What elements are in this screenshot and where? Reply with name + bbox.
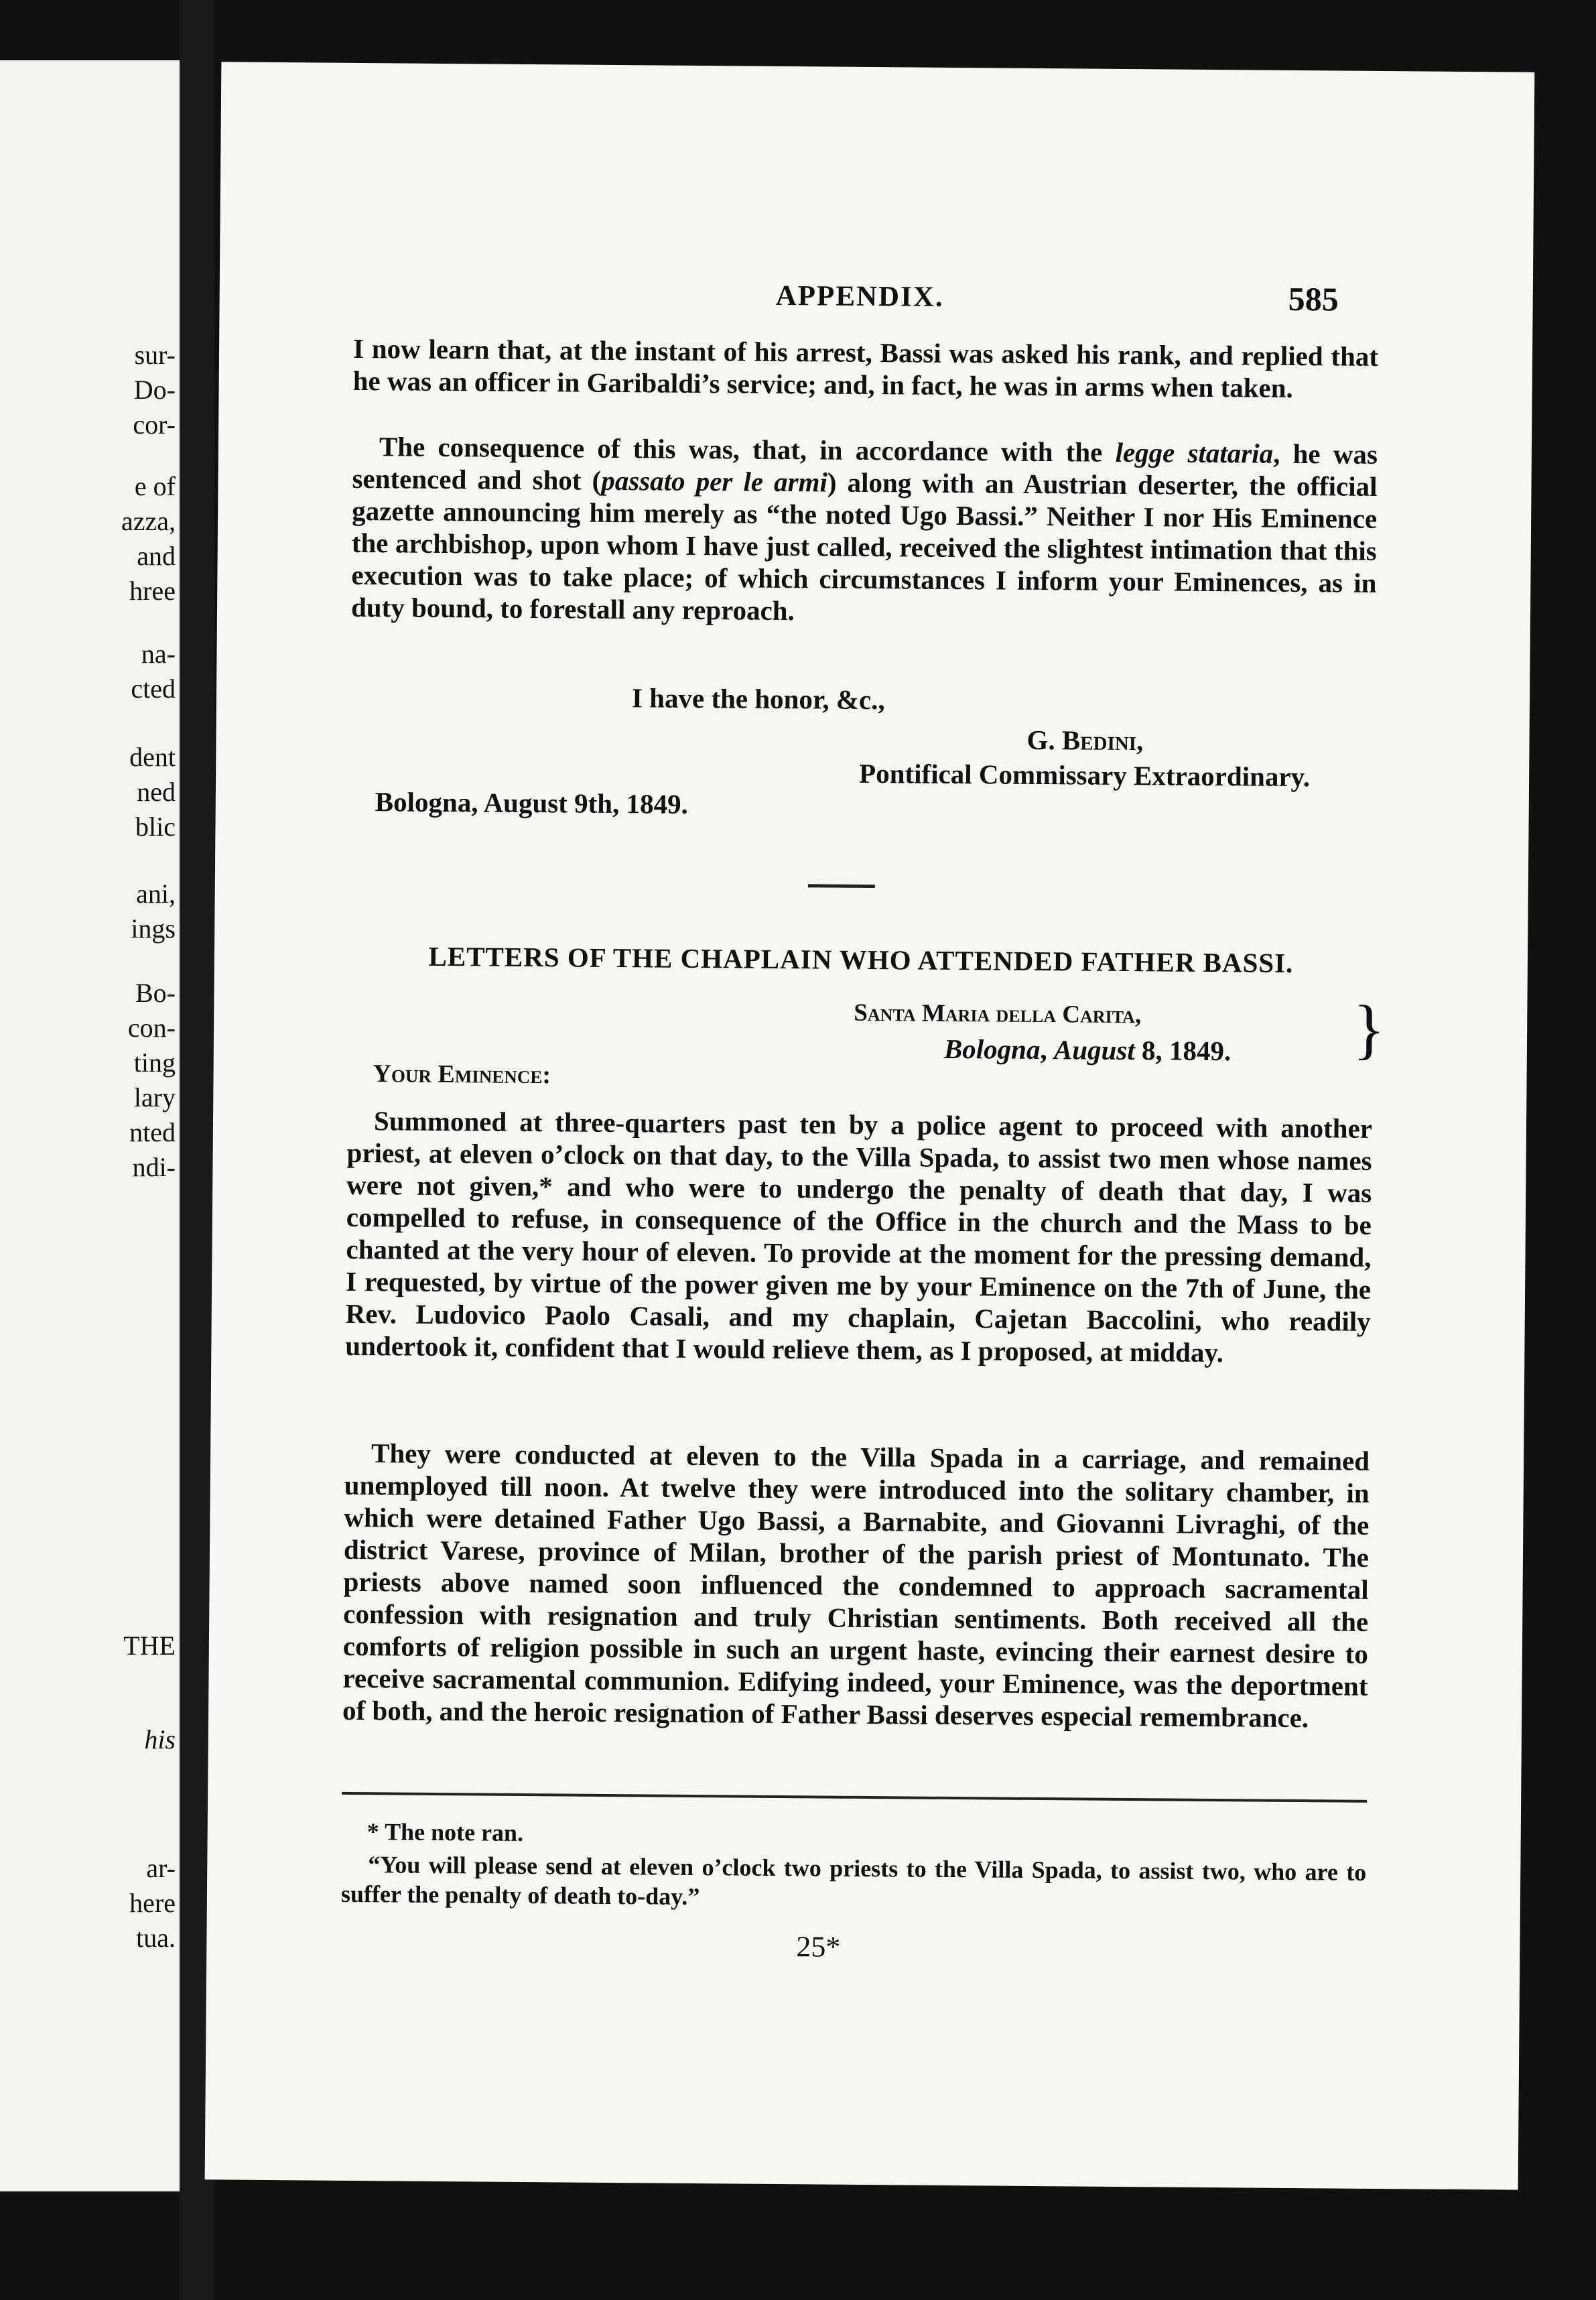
page-number: 585	[1288, 279, 1339, 318]
p2-text-e: ) along with an Austrian deserter, the official gazette announcing him merely as “the noted Ugo Bassi.” Neither I nor His Eminence the archbishop, upon whom I have just called, received the slightest intimation that this execution was to take place; of which circumstances I inform your Eminences, as in duty bound, to forestall any reproach.	[350, 466, 1378, 627]
dateline-month: August	[1053, 1034, 1135, 1066]
left-page-fragment: ani,	[136, 879, 176, 909]
dateline-day-year: 8, 1849.	[1134, 1035, 1232, 1067]
book-page	[205, 62, 1535, 2189]
left-page-fragment: ting	[133, 1047, 176, 1078]
left-page-fragment: hree	[129, 576, 176, 606]
left-page-fragment: nted	[129, 1117, 176, 1147]
paragraph-consequence	[351, 430, 1378, 631]
dateline-city: Bologna	[943, 1033, 1041, 1065]
signature-title: Pontifical Commissary Extraordinary.	[858, 757, 1311, 793]
running-head: APPENDIX.	[775, 279, 944, 313]
left-page-fragment: ned	[137, 777, 176, 807]
section-divider	[808, 884, 875, 888]
left-page-fragment: Bo-	[135, 978, 176, 1008]
left-page-fragment: Do-	[133, 375, 176, 405]
p2-text-a: The consequence of this was, that, in accordance with the	[379, 431, 1116, 468]
paragraph-conducted: They were conducted at eleven to the Villa Spada in a carriage, and remained unemployed till noon. At twelve they were introduced into the solitary chamber, in which were detained Father Ugo Bassi, a Barnabite, and Giovanni Livraghi, of the district Varese, province of Milan, brother of the parish priest of Montunato. The priests above named soon influenced the condemned to approach sacramental confession with resignation and truly Christian sentiments. Both received all the comforts of religion possible in such an urgent haste, evincing their earnest desire to receive sacramental communion. Edifying indeed, your Eminence, was the deportment of both, and the heroic resignation of Father Bassi deserves especial remembrance.	[342, 1438, 1370, 1734]
footnote-text: “You will please send at eleven o’clock two priests to the Villa Spada, to assist two, who are to suffer the penalty of death to-day.”	[340, 1851, 1367, 1911]
left-page-fragment: cor-	[133, 409, 176, 440]
left-page-fragment: THE	[123, 1631, 176, 1661]
left-page-fragment: ar-	[146, 1853, 176, 1883]
page-header	[775, 279, 1338, 324]
footnote-marker: * The note ran.	[367, 1818, 524, 1846]
left-page-fragment: and	[137, 541, 176, 571]
signature-name: G. Bedini,	[1026, 724, 1144, 757]
left-page-fragment: e of	[134, 471, 176, 501]
left-page-fragment: ings	[131, 913, 176, 944]
paragraph-arrest: I now learn that, at the instant of his arrest, Bassi was asked his rank, and replied that he was an officer in Garibaldi’s service; and, in fact, he was in arms when taken.	[352, 332, 1379, 403]
left-page-fragment: cted	[131, 674, 176, 704]
dateline-brace: }	[1352, 991, 1386, 1067]
dateline-date	[944, 1033, 1232, 1067]
left-page-fragment: ndi-	[132, 1152, 176, 1182]
left-page-fragment: blic	[135, 812, 176, 842]
left-page-fragment: his	[144, 1724, 176, 1754]
place-date: Bologna, August 9th, 1849.	[375, 786, 689, 820]
left-page-fragment: here	[129, 1888, 176, 1918]
left-page-fragment: na-	[141, 639, 176, 669]
section-title: LETTERS OF THE CHAPLAIN WHO ATTENDED FATHER BASSI.	[428, 940, 1294, 978]
left-page-fragment: lary	[133, 1082, 176, 1112]
left-page-fragment: dent	[129, 742, 176, 772]
dateline-separator: ,	[1040, 1033, 1055, 1066]
p2-legge-stataria: legge stataria	[1115, 436, 1274, 469]
left-page-fragment: tua.	[136, 1923, 176, 1953]
left-page-fragment: sur-	[134, 340, 176, 370]
footnote-rule	[342, 1792, 1367, 1803]
closing-honor: I have the honor, &c.,	[631, 682, 885, 716]
left-page-fragment: azza,	[121, 506, 176, 536]
left-page-fragment: con-	[127, 1013, 176, 1043]
p2-text-c: , he was sentenced and shot (	[352, 438, 1378, 496]
left-facing-page	[0, 60, 180, 2191]
dateline-place: Santa Maria della Carita,	[854, 999, 1142, 1029]
salutation: Your Eminence:	[373, 1060, 551, 1090]
signature-mark: 25*	[796, 1930, 841, 1964]
paragraph-summoned: Summoned at three-quarters past ten by a police agent to proceed with another priest, at eleven o’clock on that day, to the Villa Spada, to assist two men whose names were not given,* and who were to undergo the penalty of death that day, I was compelled to refuse, in consequence of the Office in the church and the Mass to be chanted at the very hour of eleven. To provide at the moment for the pressing demand, I requested, by virtue of the power given me by your Eminence on the 7th of June, the Rev. Ludovico Paolo Casali, and my chaplain, Cajetan Baccolini, who readily undertook it, confident that I would relieve them, as I proposed, at midday.	[345, 1105, 1373, 1368]
p2-passato-per-le-armi: passato per le armi	[601, 464, 828, 498]
